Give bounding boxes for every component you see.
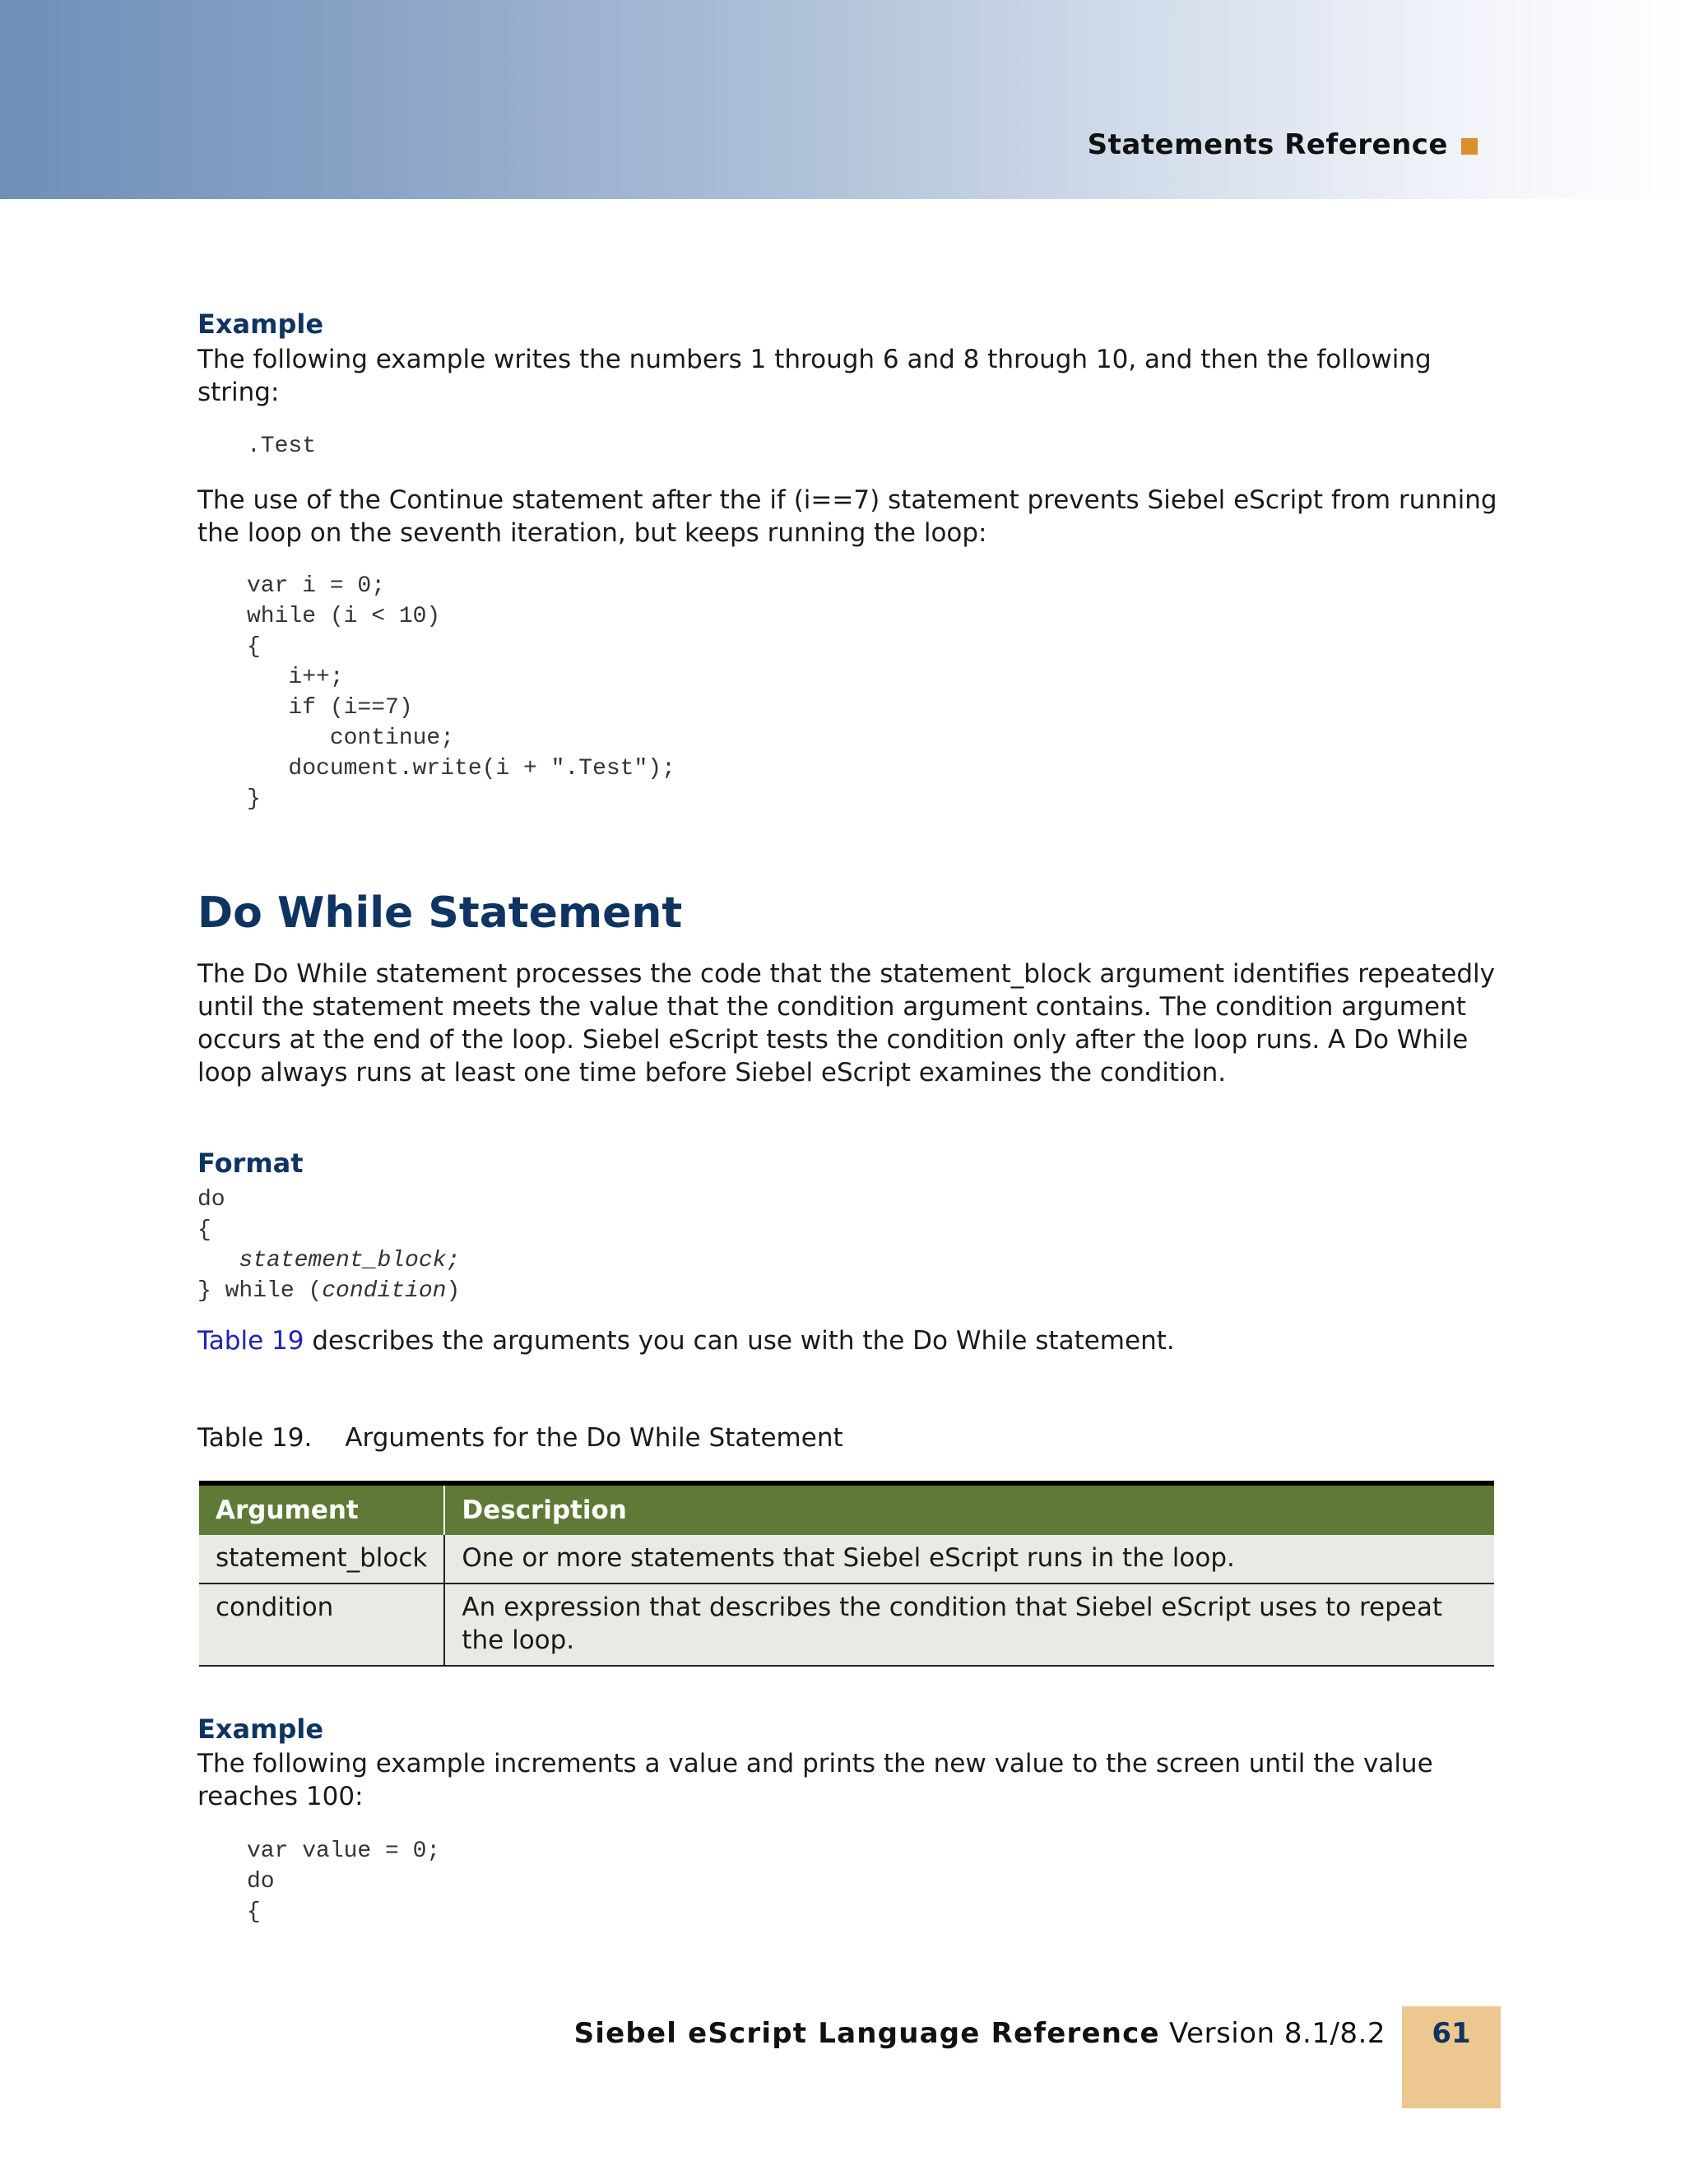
example-heading-1: Example (197, 308, 324, 340)
code-line: var i = 0; (247, 573, 386, 599)
header-description: Description (444, 1483, 1494, 1535)
footer-book-title: Siebel eScript Language Reference (573, 2017, 1160, 2050)
format-statement-block: statement_block; (239, 1248, 461, 1273)
example-heading-2: Example (197, 1713, 324, 1745)
code-line: } (247, 786, 261, 812)
format-while-line (197, 1276, 460, 1306)
table-reference-rest: describes the arguments you can use with the Do While statement. (304, 1326, 1175, 1356)
table-row (199, 1584, 1494, 1666)
do-while-title: Do While Statement (197, 888, 683, 938)
footer-title (574, 2017, 1386, 2050)
format-code-block (197, 1185, 460, 1306)
format-condition: condition (322, 1278, 447, 1304)
code-line: { (247, 1899, 261, 1925)
example-intro-2: The following example increments a value and prints the new value to the screen until the value reaches 100: (197, 1749, 1433, 1811)
footer-version: Version 8.1/8.2 (1159, 2017, 1386, 2050)
format-while-prefix: } while ( (197, 1278, 323, 1304)
do-while-description: The Do While statement processes the code that the statement_block argument identifies repeatedly until the statement meets the value that the condition argument contains. The condition argument occurs at the end of the loop. Siebel eScript tests the condition only after the loop runs. A Do While loop always runs at least one time before Siebel eScript examines the condition. (197, 959, 1495, 1087)
cell-argument: condition (199, 1584, 444, 1666)
format-do-line: do (197, 1187, 225, 1213)
code-line: var value = 0; (247, 1839, 441, 1864)
table-row (199, 1535, 1494, 1584)
code-line: continue; (247, 726, 455, 751)
running-header-title: Statements Reference (1087, 128, 1448, 161)
arguments-table (199, 1481, 1494, 1667)
table-header-row (199, 1483, 1494, 1535)
table-caption (197, 1421, 1497, 1454)
code-output-string: .Test (247, 434, 317, 459)
code-line: { (247, 634, 261, 660)
header-argument: Argument (199, 1483, 444, 1535)
code-line: i++; (247, 665, 344, 690)
table-reference-sentence (197, 1324, 1497, 1357)
format-block-line (197, 1245, 460, 1276)
format-while-suffix: ) (446, 1278, 461, 1304)
cell-argument: statement_block (199, 1535, 444, 1584)
code-block-do-while (247, 1836, 440, 1927)
table-19-link[interactable]: Table 19 (197, 1326, 304, 1356)
code-line: document.write(i + ".Test"); (247, 756, 675, 781)
continue-explanation: The use of the Continue statement after the if (i==7) statement prevents Siebel eScript from running the loop on the seventh iteration, but keeps running the loop: (197, 485, 1497, 548)
cell-description: An expression that describes the condition that Siebel eScript uses to repeat the loop. (444, 1584, 1494, 1666)
example-intro-1: The following example writes the numbers 1 through 6 and 8 through 10, and then the following string: (197, 345, 1432, 407)
header-bullet-square (1461, 138, 1478, 155)
code-block-continue (247, 571, 675, 814)
format-indent (197, 1248, 239, 1273)
header-band (0, 0, 1685, 199)
format-heading: Format (197, 1148, 304, 1179)
table-caption-title: Arguments for the Do While Statement (345, 1423, 843, 1453)
code-line: do (247, 1869, 275, 1894)
format-open-brace: { (197, 1217, 211, 1243)
cell-description: One or more statements that Siebel eScript runs in the loop. (444, 1535, 1494, 1584)
code-line: while (i < 10) (247, 604, 441, 629)
code-line: if (i==7) (247, 695, 413, 721)
table-caption-number: Table 19. (197, 1423, 313, 1453)
page-number: 61 (1432, 2017, 1471, 2050)
